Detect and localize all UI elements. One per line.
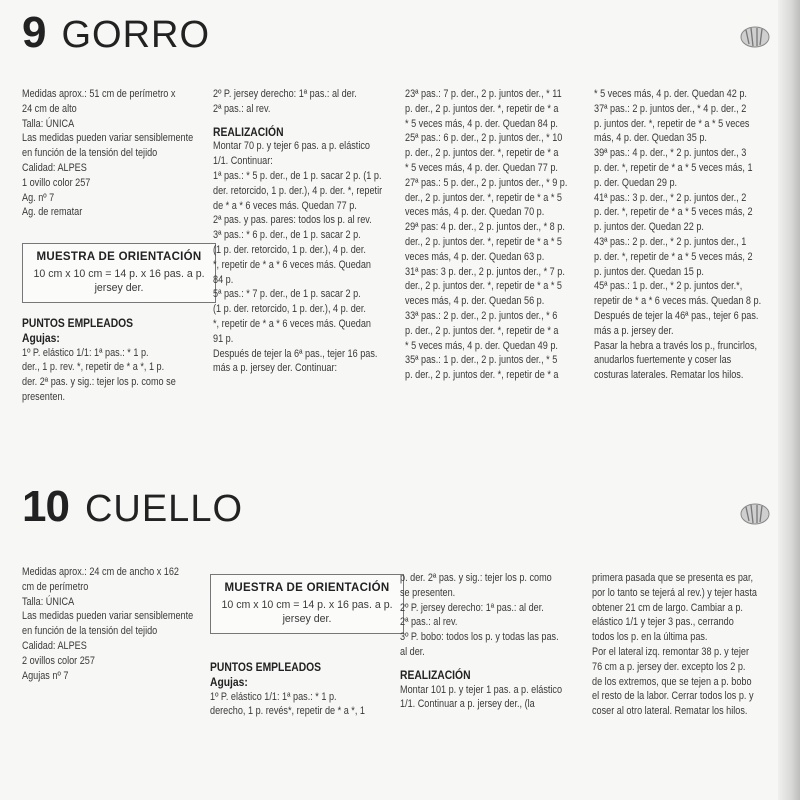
- intro-line: en función de la tensión del tejido: [22, 147, 158, 160]
- text-line: p. der. *, repetir de * a * 5 veces más, 2: [594, 250, 753, 263]
- intro-line: 24 cm de alto: [22, 102, 77, 115]
- text-line: der., 2 p. juntos der. *, repetir de * a * 5: [405, 280, 563, 293]
- agujas-title: Agujas:: [22, 330, 60, 345]
- intro-line: Calidad: ALPES: [22, 161, 87, 174]
- puntos-title: PUNTOS EMPLEADOS: [22, 316, 134, 330]
- intro-line: Calidad: ALPES: [22, 639, 87, 652]
- agujas-title: Agujas:: [210, 674, 248, 689]
- puntos-line: presenten.: [22, 390, 66, 403]
- text-line: p. der., 2 p. juntos der. *, repetir de * a: [405, 102, 559, 115]
- intro-line: Ag. nº 7: [22, 191, 55, 204]
- text-line: p. der. Quedan 29 p.: [594, 176, 678, 189]
- puntos-line: derecho, 1 p. revés*, repetir de * a *, 1: [210, 705, 365, 718]
- text-line: *, repetir de * a * 6 veces más. Quedan: [213, 258, 372, 271]
- text-line: p. der., 2 p. juntos der. *, repetir de * a: [405, 147, 559, 160]
- section-9-col-4: [594, 87, 775, 383]
- text-line: p. juntos der. *, repetir de * a * 5 veces: [594, 117, 750, 130]
- text-line: coser al otro lateral. Rematar los hilos.: [592, 705, 748, 718]
- text-line: 5ª pas.: * 7 p. der., de 1 p. sacar 2 p.: [213, 288, 361, 301]
- text-line: 33ª pas.: 2 p. der., 2 p. juntos der., * 6: [405, 309, 558, 322]
- text-line: (1 p. der. retorcido, 1 p. der.), 4 p. der.: [213, 243, 366, 256]
- puntos-line: der., 1 p. rev. *, repetir de * a *, 1 p.: [22, 361, 165, 374]
- text-line: 2º P. jersey derecho: 1ª pas.: al der.: [213, 88, 357, 100]
- text-line: 2ª pas.: al rev.: [400, 616, 458, 629]
- text-line: der., 2 p. juntos der. *, repetir de * a * 5: [405, 191, 563, 204]
- text-line: 23ª pas.: 7 p. der., 2 p. juntos der., * 11: [405, 88, 562, 100]
- text-line: 76 cm a p. jersey der. excepto los 2 p.: [592, 660, 746, 673]
- intro-line: Agujas nº 7: [22, 669, 69, 682]
- page-edge: [778, 0, 800, 800]
- intro-line: Medidas aprox.: 51 cm de perímetro x: [22, 88, 176, 100]
- section-10-title: [22, 482, 243, 532]
- text-line: 2ª pas. y pas. pares: todos los p. al rev.: [213, 214, 372, 227]
- text-line: p. der. *, repetir de * a * 5 veces más, 1: [594, 161, 753, 174]
- text-line: p. der., 2 p. juntos der. *, repetir de * a: [405, 324, 559, 337]
- section-number: 10: [22, 482, 69, 531]
- text-line: Montar 101 p. y tejer 1 pas. a p. elástico: [400, 683, 563, 696]
- text-line: * 5 veces más, 4 p. der. Quedan 42 p.: [594, 88, 747, 100]
- text-line: * 5 veces más, 4 p. der. Quedan 49 p.: [405, 339, 558, 352]
- text-line: Montar 70 p. y tejer 6 pas. a p. elástico: [213, 140, 370, 153]
- puntos-title: PUNTOS EMPLEADOS: [210, 660, 322, 674]
- section-title: GORRO: [61, 14, 211, 56]
- text-line: Después de tejer la 46ª pas., tejer 6 pas.: [594, 309, 759, 322]
- text-line: veces más, 4 p. der. Quedan 70 p.: [405, 206, 545, 219]
- intro-line: Las medidas pueden variar sensiblemente: [22, 610, 194, 623]
- puntos-empleados: [210, 660, 403, 719]
- text-line: 3ª pas.: * 6 p. der., de 1 p. sacar 2 p.: [213, 229, 361, 242]
- section-10-intro: [22, 565, 215, 683]
- text-line: 37ª pas.: 2 p. juntos der., * 4 p. der., 2: [594, 102, 747, 115]
- text-line: elástico 1/1 y tejer 3 pas., cerrando: [592, 616, 734, 629]
- text-line: 1ª pas.: * 5 p. der., de 1 p. sacar 2 p. (1 p.: [213, 169, 382, 182]
- text-line: 39ª pas.: 4 p. der., * 2 p. juntos der., 3: [594, 147, 747, 160]
- text-line: repetir de * a * 6 veces más. Quedan 8 p.: [594, 295, 762, 308]
- intro-line: 1 ovillo color 257: [22, 176, 91, 189]
- yarn-skein-icon: [740, 503, 770, 525]
- puntos-line: 1º P. elástico 1/1: 1ª pas.: * 1 p.: [22, 346, 149, 359]
- text-line: costuras laterales. Rematar los hilos.: [594, 369, 744, 382]
- text-line: 25ª pas.: 6 p. der., 2 p. juntos der., * 10: [405, 132, 563, 145]
- realizacion-heading: REALIZACIÓN: [400, 667, 471, 682]
- text-line: der. retorcido, 1 p. der.), 4 p. der. *, repetir: [213, 184, 383, 197]
- intro-line: Las medidas pueden variar sensiblemente: [22, 132, 194, 145]
- muestra-box: [22, 243, 216, 303]
- text-line: Pasar la hebra a través los p., fruncirlos,: [594, 339, 758, 352]
- section-title: CUELLO: [84, 488, 244, 530]
- section-9-col-3: [405, 87, 586, 383]
- intro-line: cm de perímetro: [22, 580, 89, 593]
- text-line: de * a * 6 veces más. Quedan 77 p.: [213, 199, 357, 212]
- text-line: 2º P. jersey derecho: 1ª pas.: al der.: [400, 601, 544, 614]
- text-line: 1/1. Continuar:: [213, 155, 273, 168]
- section-9-title: [22, 8, 210, 58]
- text-line: 27ª pas.: 5 p. der., 2 p. juntos der., * 9 p.: [405, 176, 568, 189]
- text-line: de los extremos, que se tejen a p. bobo: [592, 675, 752, 688]
- text-line: al der.: [400, 645, 425, 658]
- text-line: más a p. jersey der. Continuar:: [213, 362, 338, 375]
- text-line: todos los p. en la última pas.: [592, 631, 708, 644]
- realizacion-heading: REALIZACIÓN: [213, 124, 284, 139]
- text-line: por lo tanto se tejerá al rev.) y tejer hasta: [592, 586, 757, 599]
- text-line: obtener 21 cm de largo. Cambiar a p.: [592, 601, 743, 614]
- puntos-empleados: [22, 316, 215, 405]
- text-line: p. juntos der. Quedan 22 p.: [594, 221, 704, 234]
- puntos-line: 1º P. elástico 1/1: 1ª pas.: * 1 p.: [210, 690, 337, 703]
- text-line: el resto de la labor. Cerrar todos los p. y: [592, 690, 754, 703]
- text-line: * 5 veces más, 4 p. der. Quedan 77 p.: [405, 161, 558, 174]
- text-line: p. der. 2ª pas. y sig.: tejer los p. como: [400, 572, 552, 584]
- text-line: 41ª pas.: 3 p. der., * 2 p. juntos der., 2: [594, 191, 747, 204]
- text-line: *, repetir de * a * 6 veces más. Quedan: [213, 317, 372, 330]
- muestra-text: 10 cm x 10 cm = 14 p. x 16 pas. a p. jersey der.: [221, 598, 393, 625]
- section-10-col-3: [400, 571, 582, 712]
- yarn-skein-icon: [740, 26, 770, 48]
- muestra-box: [210, 574, 404, 634]
- text-line: * 5 veces más, 4 p. der. Quedan 84 p.: [405, 117, 558, 130]
- intro-line: Talla: ÚNICA: [22, 117, 75, 130]
- text-line: p. der., 2 p. juntos der. *, repetir de * a: [405, 369, 559, 382]
- text-line: 45ª pas.: 1 p. der., * 2 p. juntos der.*,: [594, 280, 743, 293]
- muestra-title: MUESTRA DE ORIENTACIÓN: [224, 582, 390, 594]
- text-line: veces más, 4 p. der. Quedan 63 p.: [405, 250, 545, 263]
- section-number: 9: [22, 8, 46, 57]
- text-line: 29ª pas: 4 p. der., 2 p. juntos der., * 8 p.: [405, 221, 565, 234]
- muestra-text: 10 cm x 10 cm = 14 p. x 16 pas. a p. jersey der.: [33, 267, 205, 294]
- intro-line: 2 ovillos color 257: [22, 654, 95, 667]
- section-9-col-2: [213, 87, 394, 376]
- text-line: 1/1. Continuar a p. jersey der., (la: [400, 698, 535, 711]
- intro-line: Ag. de rematar: [22, 206, 83, 219]
- section-10-col-4: [592, 571, 774, 719]
- section-9-intro: [22, 87, 215, 220]
- text-line: 3º P. bobo: todos los p. y todas las pas.: [400, 631, 559, 644]
- text-line: 31ª pas: 3 p. der., 2 p. juntos der., * 7 p.: [405, 265, 565, 278]
- text-line: anudarlos fuertemente y coser las: [594, 354, 732, 367]
- intro-line: en función de la tensión del tejido: [22, 625, 158, 638]
- text-line: 91 p.: [213, 332, 234, 345]
- text-line: 2ª pas.: al rev.: [213, 102, 271, 115]
- text-line: más, 4 p. der. Quedan 35 p.: [594, 132, 707, 145]
- text-line: primera pasada que se presenta es par,: [592, 572, 754, 584]
- muestra-title: MUESTRA DE ORIENTACIÓN: [36, 251, 202, 263]
- text-line: Por el lateral izq. remontar 38 p. y tejer: [592, 645, 749, 658]
- text-line: 35ª pas.: 1 p. der., 2 p. juntos der., * 5: [405, 354, 558, 367]
- puntos-line: der. 2ª pas. y sig.: tejer los p. como se: [22, 376, 176, 389]
- text-line: veces más, 4 p. der. Quedan 56 p.: [405, 295, 545, 308]
- text-line: (1 p. der. retorcido, 1 p. der.), 4 p. der.: [213, 303, 366, 316]
- text-line: p. juntos der. Quedan 15 p.: [594, 265, 704, 278]
- text-line: 43ª pas.: 2 p. der., * 2 p. juntos der., 1: [594, 235, 747, 248]
- intro-line: Medidas aprox.: 24 cm de ancho x 162: [22, 566, 180, 578]
- text-line: más a p. jersey der.: [594, 324, 674, 337]
- intro-line: Talla: ÚNICA: [22, 595, 75, 608]
- text-line: p. der. *, repetir de * a * 5 veces más, 2: [594, 206, 753, 219]
- text-line: Después de tejer la 6ª pas., tejer 16 pas.: [213, 347, 378, 360]
- text-line: se presenten.: [400, 586, 456, 599]
- text-line: der., 2 p. juntos der. *, repetir de * a * 5: [405, 235, 563, 248]
- text-line: 84 p.: [213, 273, 234, 286]
